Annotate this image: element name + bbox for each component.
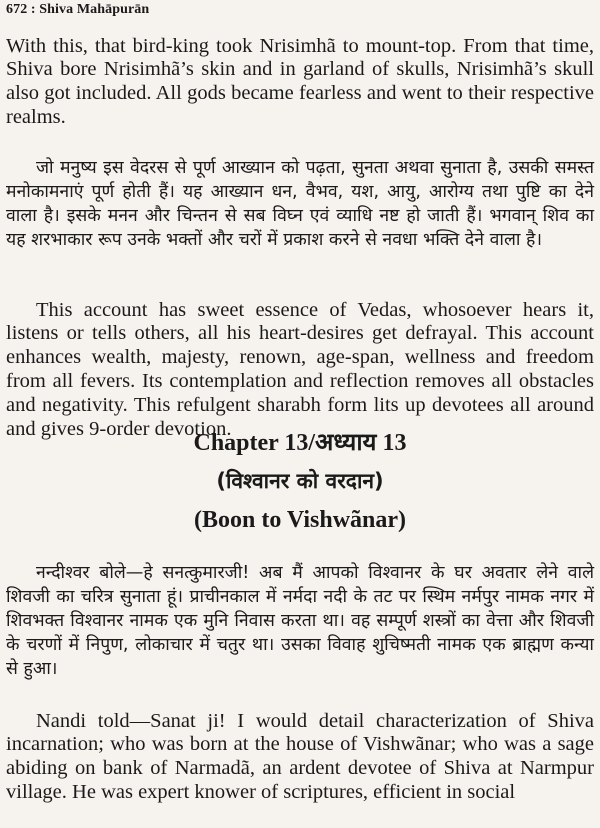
paragraph-english-2: This account has sweet essence of Vedas, whosoever hears it, listens or tells others, all his heart-desires get defrayal. This account enhances wealth, majesty, renown, age-span, wellness and freedom from all fevers. Its contemplation and reflection removes all obstacles and negativity. This refulgent sharabh form lits up devotees all around and gives 9-order devotion. <box>6 298 594 441</box>
chapter-subtitle-hindi: (विश्वानर को वरदान) <box>216 469 384 493</box>
chapter-subtitle-english: (Boon to Vishwãnar) <box>193 507 407 533</box>
running-head: 672 : Shiva Mahāpurān <box>6 2 150 17</box>
paragraph-english-3: Nandi told—Sanat ji! I would detail characterization of Shiva incarnation; who was born at the house of Vishwãnar; who was a sage abiding on bank of Narmadã, an ardent devotee of Shiva at Narmpur village. He was expert knower of scriptures, efficient in social <box>6 709 594 804</box>
paragraph-hindi-2: नन्दीश्वर बोले—हे सनत्कुमारजी! अब मैं आपको विश्वानर के घर अवतार लेने वाले शिवजी का चरित्र सुनाता हूं। प्राचीनकाल में नर्मदा नदी के तट पर स्थिम नर्मपुर नामक नगर में शिवभक्त विश्वानर नामक एक मुनि निवास करता था। वह सम्पूर्ण शस्त्रों का वेत्ता और शिवजी के चरणों में निपुण, लोकाचार में चतुर था। उसका विवाह शुचिष्मती नामक एक ब्राह्मण कन्या से हुआ। <box>6 562 594 680</box>
paragraph-hindi-1: जो मनुष्य इस वेदरस से पूर्ण आख्यान को पढ़ता, सुनता अथवा सुनाता है, उसकी समस्त मनोकामनाएं पूर्ण होती हैं। यह आख्यान धन, वैभव, यश, आयु, आरोग्य तथा पुष्टि का देने वाला है। इसके मनन और चिन्तन से सब विघ्न एवं व्याधि नष्ट हो जाती हैं। भगवान् शिव का यह शरभाकार रूप उनके भक्तों और चरों में प्रकाश करने से नवधा भक्ति देने वाला है। <box>6 157 594 251</box>
paragraph-english-1: With this, that bird-king took Nrisimhã to mount-top. From that time, Shiva bore Nrisimhã’s skin and in garland of skulls, Nrisimhã’s skull also got included. All gods became fearless and went to their respective realms. <box>6 34 594 129</box>
chapter-title: Chapter 13/अध्याय 13 <box>193 430 407 456</box>
